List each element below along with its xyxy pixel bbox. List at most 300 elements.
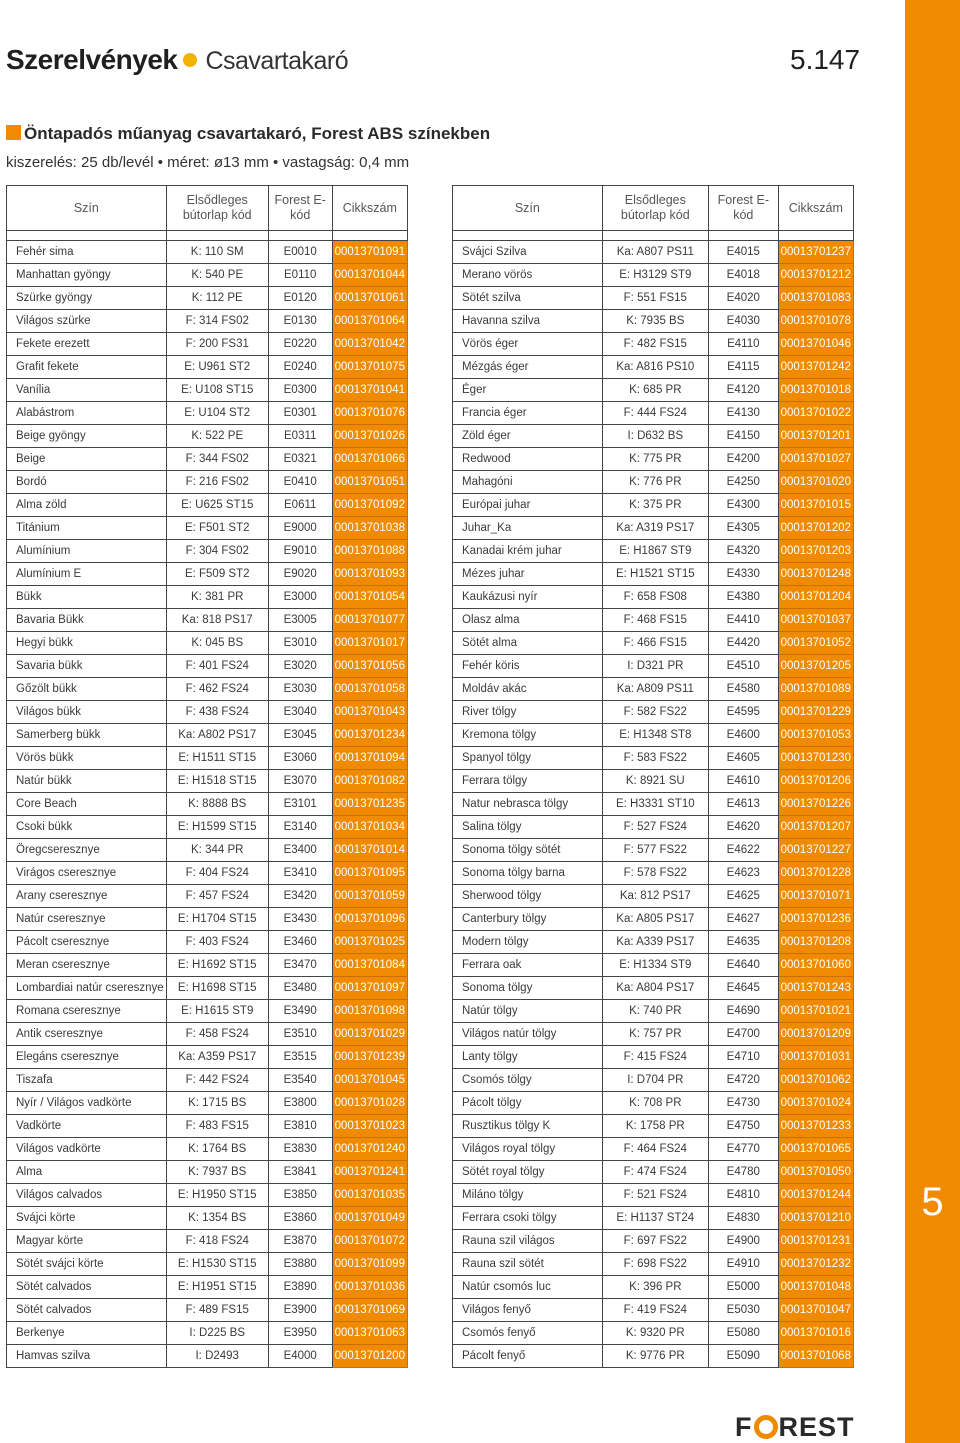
cell-kod: K: 110 SM: [166, 241, 268, 264]
cell-cikkszam: 00013701233: [778, 1115, 853, 1138]
cell-ekod: E0120: [268, 287, 332, 310]
cell-ekod: E0110: [268, 264, 332, 287]
cell-szin: Európai juhar: [453, 494, 603, 517]
table-row: [7, 793, 408, 816]
cell-ekod: E4770: [708, 1138, 778, 1161]
table-row: [7, 1276, 408, 1299]
cell-kod: K: 1758 PR: [602, 1115, 708, 1138]
cell-ekod: E3070: [268, 770, 332, 793]
cell-kod: E: H1599 ST15: [166, 816, 268, 839]
table-row: [453, 287, 854, 310]
cell-cikkszam: 00013701052: [778, 632, 853, 655]
cell-szin: Alumínium E: [7, 563, 167, 586]
table-row: [453, 655, 854, 678]
table-row: [453, 379, 854, 402]
cell-ekod: E5080: [708, 1322, 778, 1345]
cell-cikkszam: 00013701031: [778, 1046, 853, 1069]
cell-kod: K: 9320 PR: [602, 1322, 708, 1345]
cell-szin: Svájci Szilva: [453, 241, 603, 264]
table-row: [453, 494, 854, 517]
cell-ekod: E3490: [268, 1000, 332, 1023]
cell-ekod: E4645: [708, 977, 778, 1000]
table-row: [7, 862, 408, 885]
table-row: [7, 632, 408, 655]
cell-kod: E: H1521 ST15: [602, 563, 708, 586]
cell-ekod: E3510: [268, 1023, 332, 1046]
cell-kod: K: 375 PR: [602, 494, 708, 517]
cell-kod: E: H1867 ST9: [602, 540, 708, 563]
cell-szin: Sötét alma: [453, 632, 603, 655]
cell-ekod: E4900: [708, 1230, 778, 1253]
table-row: [453, 1184, 854, 1207]
column-header-ekod: Forest E-kód: [268, 186, 332, 231]
cell-kod: F: 582 FS22: [602, 701, 708, 724]
cell-cikkszam: 00013701029: [332, 1023, 407, 1046]
table-row: [453, 1000, 854, 1023]
cell-kod: F: 403 FS24: [166, 931, 268, 954]
cell-kod: Ka: 812 PS17: [602, 885, 708, 908]
cell-kod: K: 757 PR: [602, 1023, 708, 1046]
cell-cikkszam: 00013701240: [332, 1138, 407, 1161]
cell-szin: Éger: [453, 379, 603, 402]
cell-kod: F: 444 FS24: [602, 402, 708, 425]
bullet-dot-icon: [183, 53, 197, 67]
table-row: [7, 839, 408, 862]
cell-szin: Core Beach: [7, 793, 167, 816]
cell-cikkszam: 00013701096: [332, 908, 407, 931]
cell-kod: F: 483 FS15: [166, 1115, 268, 1138]
table-row: [453, 1207, 854, 1230]
cell-ekod: E3101: [268, 793, 332, 816]
cell-cikkszam: 00013701241: [332, 1161, 407, 1184]
cell-cikkszam: 00013701076: [332, 402, 407, 425]
table-row: [453, 632, 854, 655]
cell-szin: Beige: [7, 448, 167, 471]
cell-szin: Világos fenyő: [453, 1299, 603, 1322]
cell-cikkszam: 00013701094: [332, 747, 407, 770]
table-row: [453, 839, 854, 862]
cell-ekod: E5030: [708, 1299, 778, 1322]
cell-szin: Sötét calvados: [7, 1276, 167, 1299]
cell-kod: F: 489 FS15: [166, 1299, 268, 1322]
cell-cikkszam: 00013701051: [332, 471, 407, 494]
cell-szin: Világos natúr tölgy: [453, 1023, 603, 1046]
cell-szin: Ferrara oak: [453, 954, 603, 977]
table-row: [453, 1322, 854, 1345]
cell-cikkszam: 00013701235: [332, 793, 407, 816]
cell-szin: Rusztikus tölgy K: [453, 1115, 603, 1138]
cell-szin: Nyír / Világos vadkörte: [7, 1092, 167, 1115]
cell-szin: Sötét royal tölgy: [453, 1161, 603, 1184]
cell-szin: Csoki bükk: [7, 816, 167, 839]
table-row: [453, 402, 854, 425]
table-row: [453, 885, 854, 908]
table-spacer-row: [453, 231, 854, 241]
cell-szin: Ferrara csoki tölgy: [453, 1207, 603, 1230]
cell-szin: Gőzölt bükk: [7, 678, 167, 701]
cell-cikkszam: 00013701204: [778, 586, 853, 609]
cell-cikkszam: 00013701048: [778, 1276, 853, 1299]
cell-szin: Fehér sima: [7, 241, 167, 264]
cell-cikkszam: 00013701098: [332, 1000, 407, 1023]
cell-kod: F: 466 FS15: [602, 632, 708, 655]
cell-cikkszam: 00013701017: [332, 632, 407, 655]
cell-cikkszam: 00013701061: [332, 287, 407, 310]
color-table-left: [6, 185, 408, 1368]
cell-ekod: E4030: [708, 310, 778, 333]
cell-ekod: E3890: [268, 1276, 332, 1299]
cell-kod: K: 8921 SU: [602, 770, 708, 793]
cell-cikkszam: 00013701206: [778, 770, 853, 793]
cell-ekod: E3810: [268, 1115, 332, 1138]
cell-cikkszam: 00013701071: [778, 885, 853, 908]
cell-kod: F: 458 FS24: [166, 1023, 268, 1046]
cell-cikkszam: 00013701058: [332, 678, 407, 701]
cell-kod: Ka: A802 PS17: [166, 724, 268, 747]
cell-szin: Sonoma tölgy: [453, 977, 603, 1000]
cell-szin: Salina tölgy: [453, 816, 603, 839]
cell-szin: Manhattan gyöngy: [7, 264, 167, 287]
cell-cikkszam: 00013701016: [778, 1322, 853, 1345]
table-row: [453, 1345, 854, 1368]
cell-ekod: E3040: [268, 701, 332, 724]
cell-ekod: E4150: [708, 425, 778, 448]
cell-ekod: E0010: [268, 241, 332, 264]
cell-cikkszam: 00013701089: [778, 678, 853, 701]
cell-szin: Romana cseresznye: [7, 1000, 167, 1023]
cell-cikkszam: 00013701036: [332, 1276, 407, 1299]
cell-cikkszam: 00013701084: [332, 954, 407, 977]
cell-szin: Rauna szil sötét: [453, 1253, 603, 1276]
cell-kod: Ka: A807 PS11: [602, 241, 708, 264]
cell-ekod: E4730: [708, 1092, 778, 1115]
cell-ekod: E4020: [708, 287, 778, 310]
cell-ekod: E3470: [268, 954, 332, 977]
cell-kod: E: H1518 ST15: [166, 770, 268, 793]
table-row: [7, 724, 408, 747]
cell-cikkszam: 00013701205: [778, 655, 853, 678]
cell-kod: F: 462 FS24: [166, 678, 268, 701]
cell-kod: Ka: A816 PS10: [602, 356, 708, 379]
cell-cikkszam: 00013701095: [332, 862, 407, 885]
cell-cikkszam: 00013701027: [778, 448, 853, 471]
cell-kod: F: 474 FS24: [602, 1161, 708, 1184]
cell-szin: River tölgy: [453, 701, 603, 724]
table-row: [7, 1299, 408, 1322]
cell-cikkszam: 00013701025: [332, 931, 407, 954]
cell-cikkszam: 00013701054: [332, 586, 407, 609]
table-row: [453, 517, 854, 540]
cell-szin: Alabástrom: [7, 402, 167, 425]
cell-kod: F: 200 FS31: [166, 333, 268, 356]
cell-szin: Alma zöld: [7, 494, 167, 517]
cell-ekod: E4810: [708, 1184, 778, 1207]
cell-szin: Fekete erezett: [7, 333, 167, 356]
table-row: [453, 701, 854, 724]
cell-cikkszam: 00013701045: [332, 1069, 407, 1092]
logo-ring-icon: [754, 1415, 778, 1439]
table-row: [453, 1276, 854, 1299]
table-row: [7, 471, 408, 494]
cell-szin: Merano vörös: [453, 264, 603, 287]
cell-kod: F: 404 FS24: [166, 862, 268, 885]
cell-kod: I: D225 BS: [166, 1322, 268, 1345]
cell-cikkszam: 00013701203: [778, 540, 853, 563]
table-row: [7, 425, 408, 448]
cell-cikkszam: 00013701227: [778, 839, 853, 862]
cell-szin: Savaria bükk: [7, 655, 167, 678]
cell-kod: K: 381 PR: [166, 586, 268, 609]
section-title: Öntapadós műanyag csavartakaró, Forest ABS színekben: [24, 124, 491, 143]
cell-cikkszam: 00013701022: [778, 402, 853, 425]
cell-kod: E: H1137 ST24: [602, 1207, 708, 1230]
table-row: [453, 1230, 854, 1253]
cell-cikkszam: 00013701044: [332, 264, 407, 287]
cell-cikkszam: 00013701038: [332, 517, 407, 540]
cell-ekod: E4620: [708, 816, 778, 839]
cell-cikkszam: 00013701064: [332, 310, 407, 333]
cell-szin: Natúr tölgy: [453, 1000, 603, 1023]
table-row: [453, 862, 854, 885]
cell-szin: Lombardiai natúr cseresznye: [7, 977, 167, 1000]
page-subtitle: Csavartakaró: [205, 47, 349, 75]
table-row: [453, 356, 854, 379]
cell-cikkszam: 00013701056: [332, 655, 407, 678]
cell-szin: Meran cseresznye: [7, 954, 167, 977]
cell-cikkszam: 00013701049: [332, 1207, 407, 1230]
cell-ekod: E3410: [268, 862, 332, 885]
cell-ekod: E4635: [708, 931, 778, 954]
cell-cikkszam: 00013701078: [778, 310, 853, 333]
cell-kod: I: D632 BS: [602, 425, 708, 448]
cell-ekod: E4610: [708, 770, 778, 793]
table-row: [453, 770, 854, 793]
cell-cikkszam: 00013701050: [778, 1161, 853, 1184]
cell-ekod: E4700: [708, 1023, 778, 1046]
table-row: [7, 1161, 408, 1184]
cell-ekod: E3060: [268, 747, 332, 770]
cell-cikkszam: 00013701046: [778, 333, 853, 356]
cell-cikkszam: 00013701244: [778, 1184, 853, 1207]
cell-cikkszam: 00013701053: [778, 724, 853, 747]
table-row: [7, 379, 408, 402]
forest-logo: [735, 1412, 855, 1443]
cell-szin: Hegyi bükk: [7, 632, 167, 655]
cell-kod: E: H1704 ST15: [166, 908, 268, 931]
cell-kod: E: U961 ST2: [166, 356, 268, 379]
table-row: [7, 655, 408, 678]
cell-szin: Csomós fenyő: [453, 1322, 603, 1345]
cell-szin: Natúr cseresznye: [7, 908, 167, 931]
cell-kod: K: 112 PE: [166, 287, 268, 310]
column-header-cikkszam: Cikkszám: [332, 186, 407, 231]
cell-kod: E: H1950 ST15: [166, 1184, 268, 1207]
table-row: [453, 540, 854, 563]
cell-szin: Magyar körte: [7, 1230, 167, 1253]
cell-szin: Francia éger: [453, 402, 603, 425]
cell-szin: Canterbury tölgy: [453, 908, 603, 931]
cell-ekod: E4380: [708, 586, 778, 609]
table-row: [7, 1230, 408, 1253]
cell-ekod: E3841: [268, 1161, 332, 1184]
cell-kod: K: 7937 BS: [166, 1161, 268, 1184]
column-header-szin: Szín: [7, 186, 167, 231]
cell-ekod: E4115: [708, 356, 778, 379]
cell-kod: K: 396 PR: [602, 1276, 708, 1299]
cell-kod: F: 415 FS24: [602, 1046, 708, 1069]
cell-kod: F: 457 FS24: [166, 885, 268, 908]
cell-kod: I: D2493: [166, 1345, 268, 1368]
table-row: [453, 908, 854, 931]
cell-cikkszam: 00013701077: [332, 609, 407, 632]
table-row: [453, 1069, 854, 1092]
cell-cikkszam: 00013701075: [332, 356, 407, 379]
cell-szin: Ferrara tölgy: [453, 770, 603, 793]
cell-kod: F: 442 FS24: [166, 1069, 268, 1092]
cell-ekod: E3020: [268, 655, 332, 678]
table-row: [453, 425, 854, 448]
section-info: kiszerelés: 25 db/levél • méret: ø13 mm • vastagság: 0,4 mm: [6, 154, 410, 171]
cell-ekod: E3140: [268, 816, 332, 839]
table-row: [7, 333, 408, 356]
page-number: 5.147: [790, 44, 861, 75]
cell-ekod: E4710: [708, 1046, 778, 1069]
table-row: [7, 1322, 408, 1345]
table-row: [453, 678, 854, 701]
cell-kod: F: 551 FS15: [602, 287, 708, 310]
cell-kod: F: 401 FS24: [166, 655, 268, 678]
cell-ekod: E3400: [268, 839, 332, 862]
cell-ekod: E4580: [708, 678, 778, 701]
cell-szin: Havanna szilva: [453, 310, 603, 333]
cell-ekod: E3005: [268, 609, 332, 632]
table-row: [453, 563, 854, 586]
cell-cikkszam: 00013701230: [778, 747, 853, 770]
cell-szin: Lanty tölgy: [453, 1046, 603, 1069]
cell-kod: F: 468 FS15: [602, 609, 708, 632]
cell-cikkszam: 00013701035: [332, 1184, 407, 1207]
cell-ekod: E3430: [268, 908, 332, 931]
table-row: [7, 1069, 408, 1092]
cell-cikkszam: 00013701021: [778, 1000, 853, 1023]
cell-kod: F: 527 FS24: [602, 816, 708, 839]
cell-szin: Alumínium: [7, 540, 167, 563]
table-row: [7, 954, 408, 977]
cell-cikkszam: 00013701047: [778, 1299, 853, 1322]
cell-kod: F: 658 FS08: [602, 586, 708, 609]
cell-kod: K: 1764 BS: [166, 1138, 268, 1161]
cell-cikkszam: 00013701243: [778, 977, 853, 1000]
cell-szin: Moldáv akác: [453, 678, 603, 701]
cell-kod: K: 540 PE: [166, 264, 268, 287]
table-row: [453, 1161, 854, 1184]
cell-szin: Virágos cseresznye: [7, 862, 167, 885]
table-row: [453, 793, 854, 816]
cell-szin: Arany cseresznye: [7, 885, 167, 908]
table-row: [453, 448, 854, 471]
cell-szin: Világos szürke: [7, 310, 167, 333]
cell-kod: K: 344 PR: [166, 839, 268, 862]
cell-ekod: E4018: [708, 264, 778, 287]
cell-ekod: E3000: [268, 586, 332, 609]
cell-cikkszam: 00013701209: [778, 1023, 853, 1046]
cell-ekod: E4780: [708, 1161, 778, 1184]
cell-ekod: E4120: [708, 379, 778, 402]
cell-cikkszam: 00013701091: [332, 241, 407, 264]
cell-szin: Mézes juhar: [453, 563, 603, 586]
table-row: [453, 1299, 854, 1322]
cell-szin: Sötét svájci körte: [7, 1253, 167, 1276]
cell-szin: Bordó: [7, 471, 167, 494]
cell-szin: Tiszafa: [7, 1069, 167, 1092]
cell-cikkszam: 00013701097: [332, 977, 407, 1000]
cell-kod: K: 7935 BS: [602, 310, 708, 333]
cell-cikkszam: 00013701065: [778, 1138, 853, 1161]
cell-ekod: E4130: [708, 402, 778, 425]
cell-cikkszam: 00013701226: [778, 793, 853, 816]
cell-cikkszam: 00013701063: [332, 1322, 407, 1345]
cell-ekod: E4750: [708, 1115, 778, 1138]
cell-kod: E: H1615 ST9: [166, 1000, 268, 1023]
table-row: [453, 310, 854, 333]
cell-szin: Pácolt fenyő: [453, 1345, 603, 1368]
table-row: [453, 609, 854, 632]
table-row: [7, 1345, 408, 1368]
cell-ekod: E4830: [708, 1207, 778, 1230]
cell-ekod: E3870: [268, 1230, 332, 1253]
cell-szin: Sonoma tölgy sötét: [453, 839, 603, 862]
cell-cikkszam: 00013701062: [778, 1069, 853, 1092]
cell-kod: I: D321 PR: [602, 655, 708, 678]
table-row: [453, 1046, 854, 1069]
cell-ekod: E4330: [708, 563, 778, 586]
cell-cikkszam: 00013701237: [778, 241, 853, 264]
cell-szin: Natur nebrasca tölgy: [453, 793, 603, 816]
cell-szin: Elegáns cseresznye: [7, 1046, 167, 1069]
cell-szin: Pácolt cseresznye: [7, 931, 167, 954]
cell-ekod: E4510: [708, 655, 778, 678]
cell-ekod: E4605: [708, 747, 778, 770]
cell-kod: K: 740 PR: [602, 1000, 708, 1023]
cell-ekod: E3540: [268, 1069, 332, 1092]
cell-szin: Mézgás éger: [453, 356, 603, 379]
cell-ekod: E9000: [268, 517, 332, 540]
table-row: [7, 241, 408, 264]
cell-kod: F: 419 FS24: [602, 1299, 708, 1322]
cell-ekod: E4690: [708, 1000, 778, 1023]
table-row: [7, 1023, 408, 1046]
cell-kod: F: 344 FS02: [166, 448, 268, 471]
cell-kod: F: 304 FS02: [166, 540, 268, 563]
cell-ekod: E3515: [268, 1046, 332, 1069]
cell-szin: Titánium: [7, 517, 167, 540]
cell-kod: F: 314 FS02: [166, 310, 268, 333]
cell-cikkszam: 00013701208: [778, 931, 853, 954]
table-row: [453, 264, 854, 287]
cell-ekod: E3830: [268, 1138, 332, 1161]
cell-szin: Pácolt tölgy: [453, 1092, 603, 1115]
cell-kod: K: 1354 BS: [166, 1207, 268, 1230]
cell-szin: Kremona tölgy: [453, 724, 603, 747]
cell-ekod: E3420: [268, 885, 332, 908]
chapter-number: 5: [921, 1180, 944, 1224]
cell-ekod: E3480: [268, 977, 332, 1000]
cell-ekod: E4627: [708, 908, 778, 931]
cell-ekod: E4640: [708, 954, 778, 977]
cell-ekod: E4910: [708, 1253, 778, 1276]
logo-text-start: F: [735, 1412, 753, 1442]
cell-cikkszam: 00013701024: [778, 1092, 853, 1115]
